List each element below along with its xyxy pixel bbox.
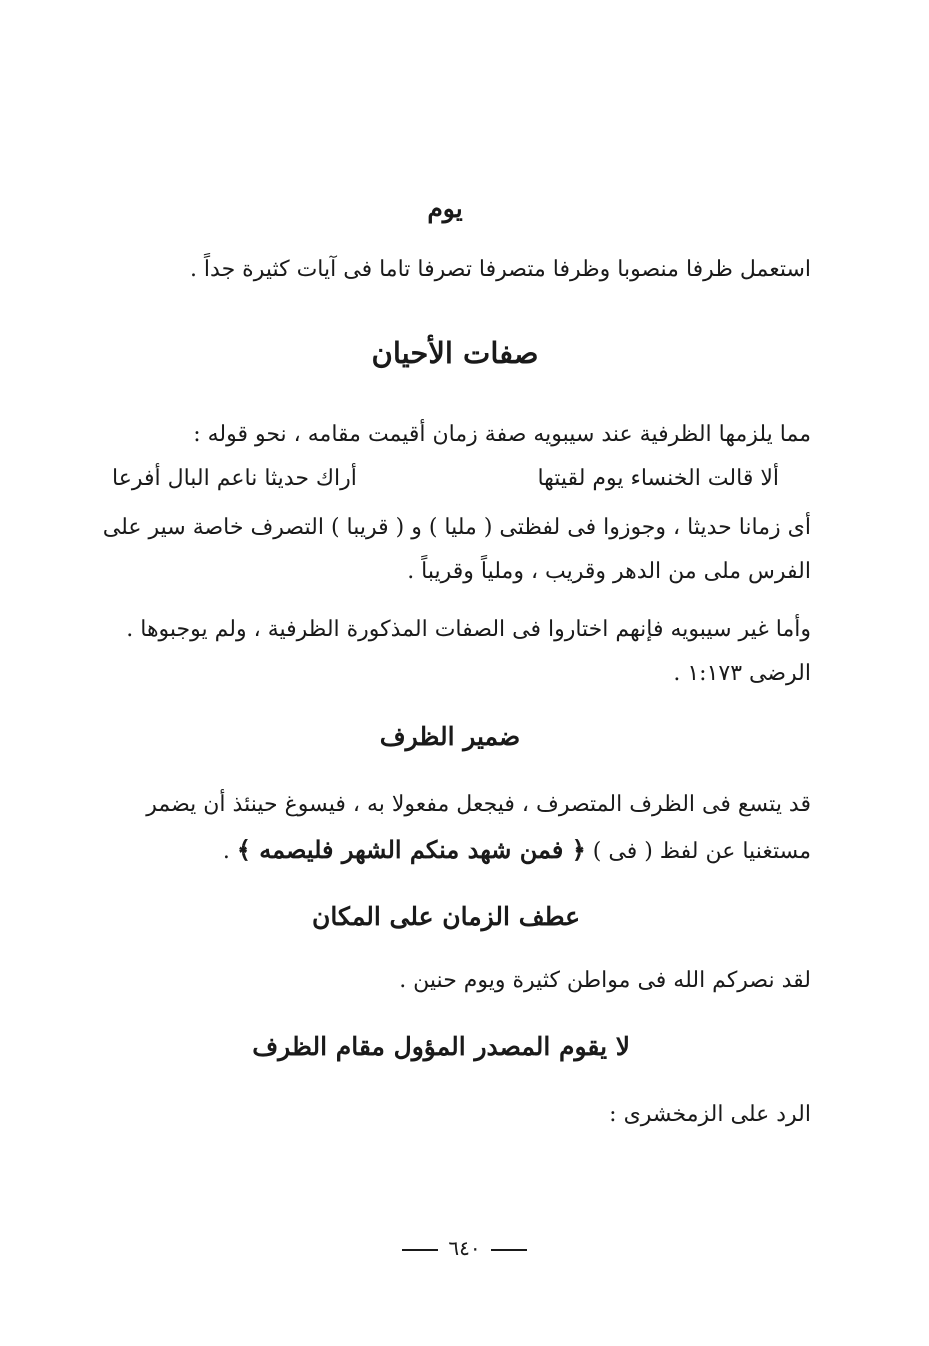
footer-dash-right: [402, 1249, 438, 1251]
sifat-line-1: مما يلزمها الظرفية عند سيبويه صفة زمان أقيمت مقامه ، نحو قوله :: [193, 422, 811, 447]
verse-hemistich-left: أراك حديثا ناعم البال أفرعا: [112, 466, 357, 491]
verse-hemistich-right: ألا قالت الخنساء يوم لقيتها: [537, 466, 779, 491]
quran-quote: ﴿ فمن شهد منكم الشهر فليصمه ﴾: [236, 835, 586, 864]
heading-yawm: يوم: [427, 194, 463, 223]
heading-damir-al-zarf: ضمير الظرف: [379, 722, 521, 751]
sifat-reference: الرضى ١:١٧٣ .: [673, 661, 811, 686]
paragraph-yawm: استعمل ظرفا منصوبا وظرفا متصرفا تصرفا تاما فى آيات كثيرة جداً .: [189, 257, 811, 282]
heading-masdar-muawwal: لا يقوم المصدر المؤول مقام الظرف: [252, 1032, 630, 1061]
atf-quran-text: لقد نصركم الله فى مواطن كثيرة ويوم حنين .: [399, 968, 811, 993]
damir-line-2-prefix: مستغنيا عن لفظ ( فى ): [592, 839, 811, 864]
heading-sifat-al-ahyan: صفات الأحيان: [371, 336, 539, 370]
masdar-text: الرد على الزمخشرى :: [609, 1102, 811, 1127]
damir-line-2: [223, 835, 811, 867]
damir-line-1: قد يتسع فى الظرف المتصرف ، فيجعل مفعولا به ، فيسوغ حينئذ أن يضمر: [146, 792, 811, 817]
sifat-line-5: وأما غير سيبويه فإنهم اختاروا فى الصفات المذكورة الظرفية ، ولم يوجبوها .: [126, 617, 811, 642]
page-number: ٦٤٠: [448, 1236, 481, 1260]
sifat-line-4: الفرس ملى من الدهر وقريب ، وملياً وقريباً .: [407, 559, 811, 584]
heading-atf-al-zaman: عطف الزمان على المكان: [312, 902, 580, 931]
page-footer: [0, 1236, 929, 1260]
damir-line-2-suffix: .: [222, 839, 230, 864]
footer-dash-left: [491, 1249, 527, 1251]
sifat-line-3: أى زمانا حديثا ، وجوزوا فى لفظتى ( مليا ) و ( قريبا ) التصرف خاصة سير على: [102, 515, 811, 540]
